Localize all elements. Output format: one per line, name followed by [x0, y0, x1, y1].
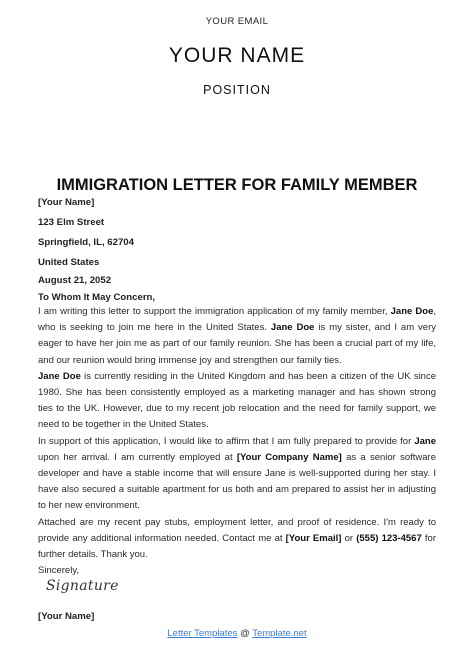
paragraph-3 — [38, 434, 436, 515]
bold-name: Jane Doe — [270, 322, 315, 334]
letter-templates-link[interactable]: Letter Templates — [167, 628, 238, 639]
signer-name: [Your Name] — [38, 611, 95, 622]
paragraph-text: as a senior software developer and have a stable income that will ensure Jane is well-supported during her stay. I have also secured a suitable apartment for us both and am prepared to assist her in adjusting to her new environment. — [38, 451, 436, 512]
bold-name: Jane — [414, 435, 436, 447]
paragraph-text: I am writing this letter to support the immigration application of my family member, — [38, 306, 391, 317]
paragraph-text: or — [341, 532, 357, 544]
letter-date: August 21, 2052 — [38, 275, 112, 286]
paragraph-text: Attached are my recent pay stubs, employment letter, and proof of residence. I'm ready to provide any additional information needed. Contact me at — [38, 516, 436, 544]
paragraph-2 — [38, 369, 436, 434]
signature: Signature — [46, 578, 119, 594]
bold-name: Jane Doe — [390, 306, 434, 317]
paragraph-4 — [38, 515, 436, 564]
date-block — [38, 272, 438, 306]
sender-address — [38, 193, 438, 273]
template-net-link[interactable]: Template.net — [252, 628, 307, 639]
sender-country: United States — [38, 257, 100, 268]
closing: Sincerely, — [38, 565, 80, 577]
paragraph-text: , who is seeking to join me here in the United States. — [38, 306, 436, 334]
bold-company: [Your Company Name] — [236, 451, 342, 463]
paragraph-text: is my sister, and I am very eager to have her join me as part of our family reunion. She has been a crucial part of my life, and our reunion would bring immense joy and strengthen our family ties. — [38, 322, 436, 366]
sender-city: Springfield, IL, 62704 — [38, 237, 134, 248]
bold-phone: (555) 123-4567 — [356, 532, 422, 544]
footer-separator: @ — [237, 628, 253, 639]
header-email: YOUR EMAIL — [205, 16, 269, 27]
paragraph-text: for further details. Thank you. — [38, 532, 436, 561]
header-position: POSITION — [203, 83, 271, 97]
footer — [0, 628, 474, 639]
document-title: IMMIGRATION LETTER FOR FAMILY MEMBER — [56, 176, 418, 194]
bold-email: [Your Email] — [285, 532, 342, 544]
sender-street: 123 Elm Street — [38, 217, 105, 228]
paragraph-text: In support of this application, I would like to affirm that I am fully prepared to provide for — [38, 435, 415, 447]
salutation: To Whom It May Concern, — [38, 292, 156, 303]
letter-body — [38, 304, 436, 579]
bold-name: Jane Doe — [38, 370, 81, 382]
paragraph-text: is currently residing in the United Kingdom and has been a citizen of the UK since 1980. She has been consistently employed as a marketing manager and has shown strong ties to the UK. However, due to my recent job relocation and the need for family support, we need to be together in the United States. — [38, 370, 436, 431]
paragraph-1 — [38, 304, 436, 369]
header-name: YOUR NAME — [168, 44, 306, 67]
sender-name: [Your Name] — [38, 197, 95, 208]
paragraph-text: upon her arrival. I am currently employed at — [38, 451, 237, 463]
